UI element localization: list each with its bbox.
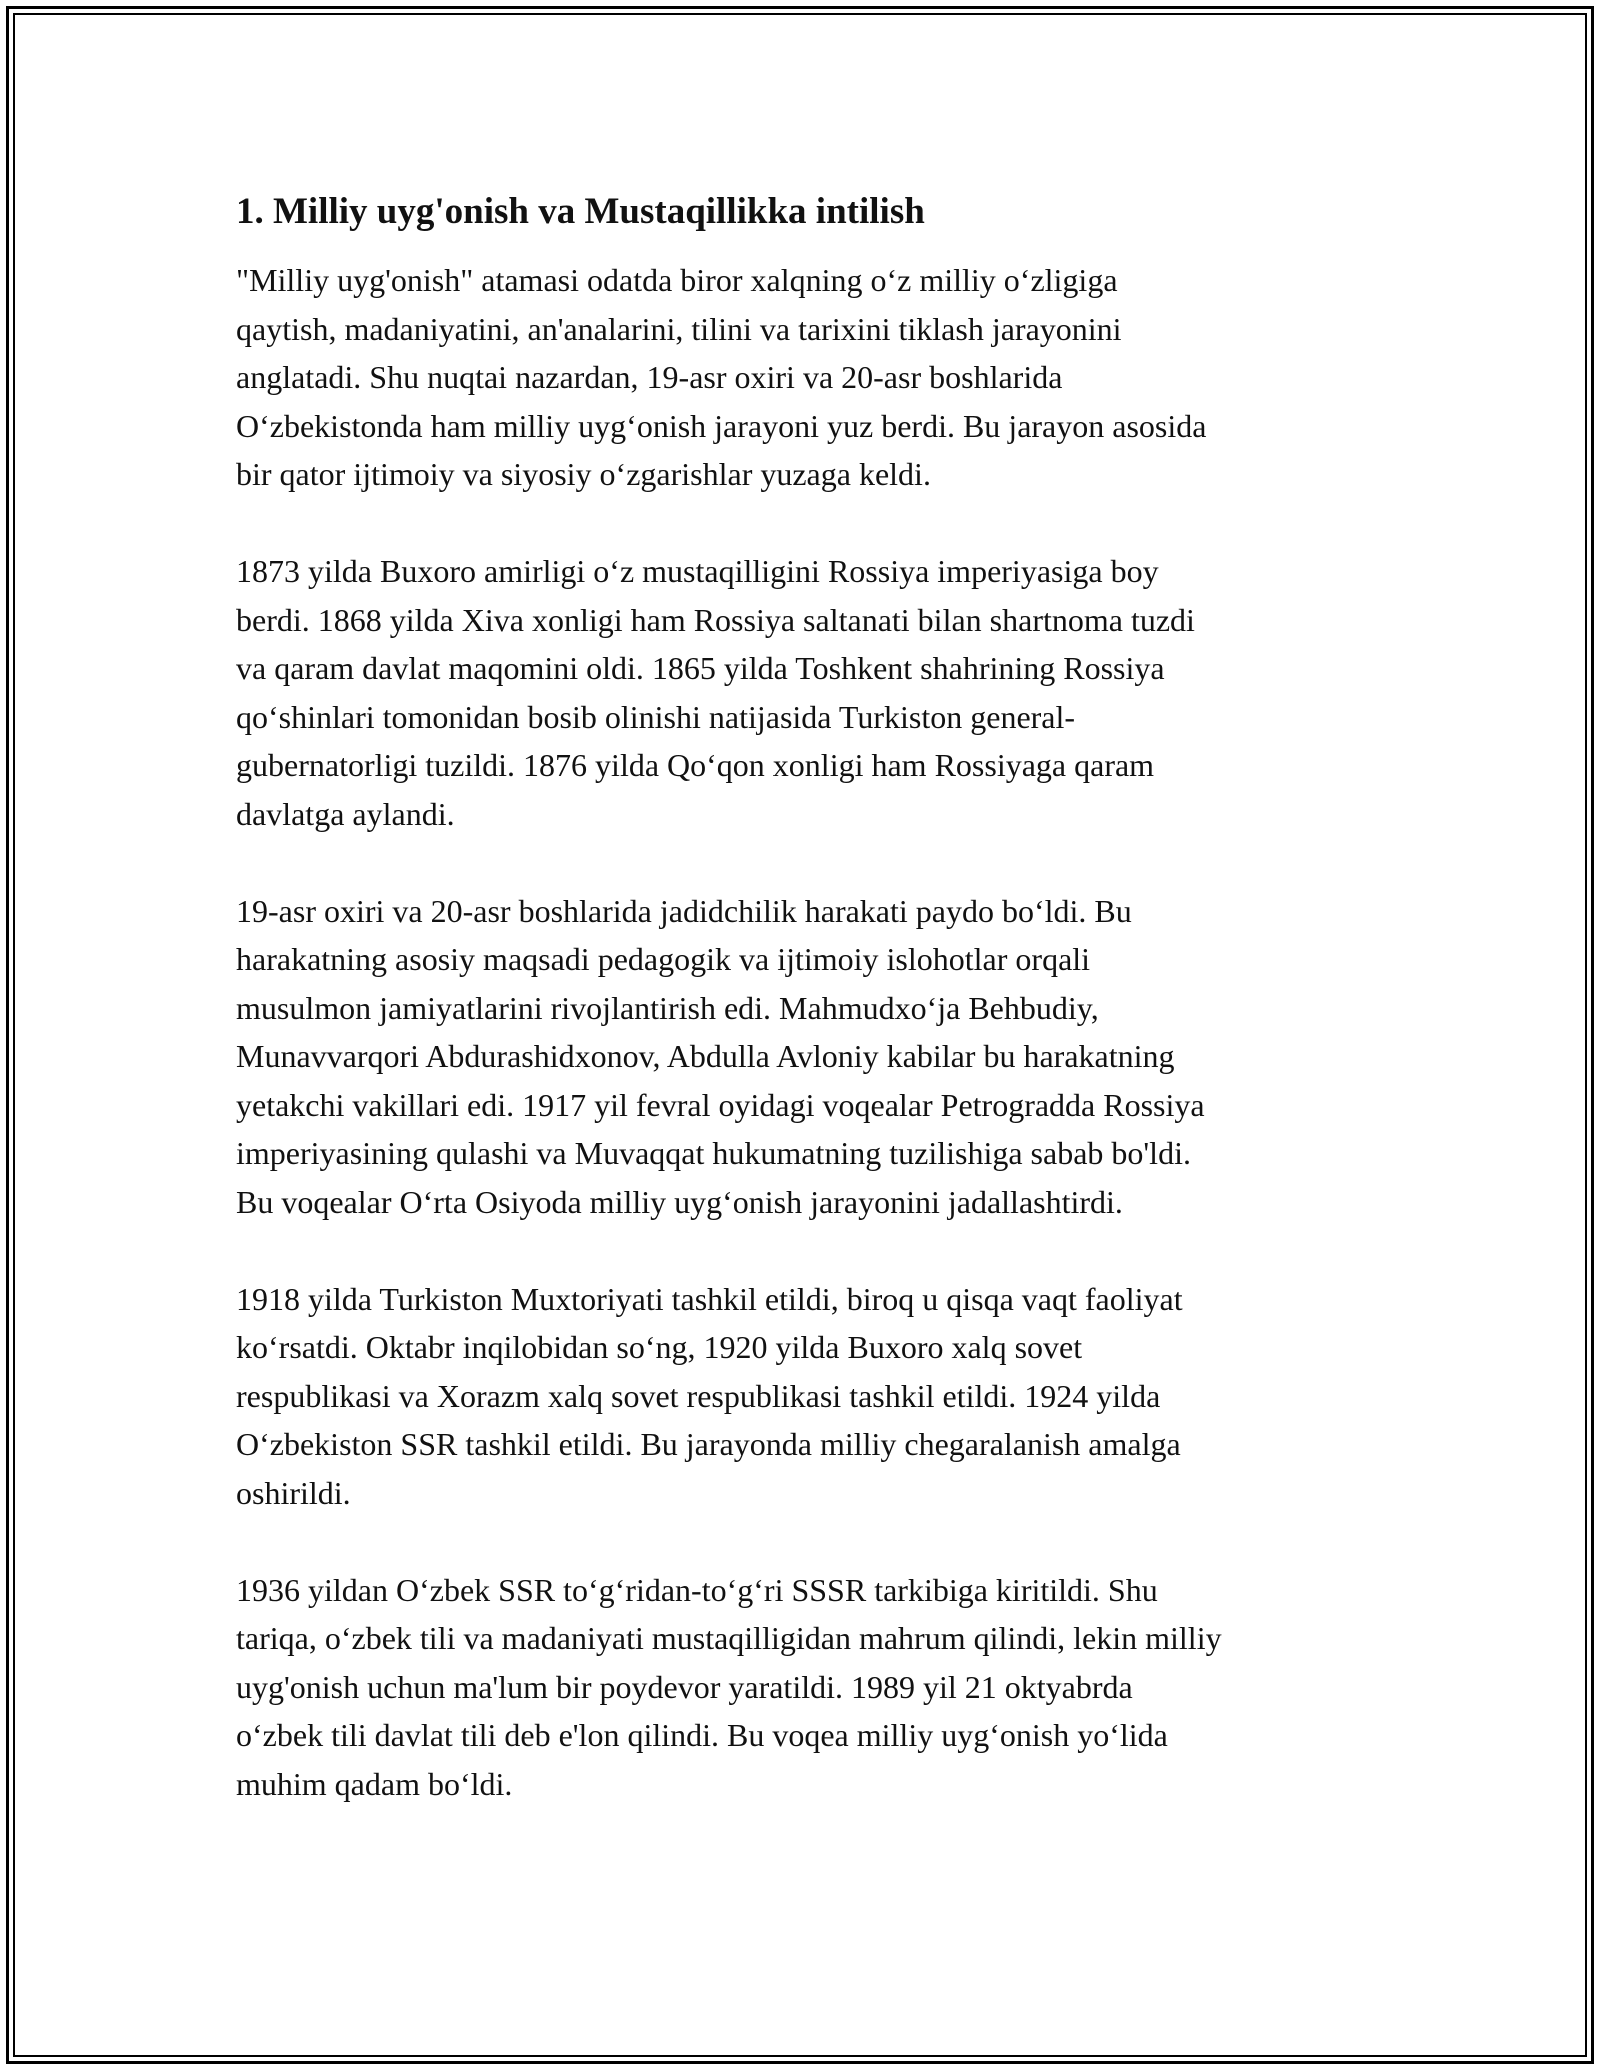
document-body: [236, 188, 1376, 1857]
paragraph-uzbek-ssr: 1936 yildan Oʻzbek SSR toʻgʻridan-toʻgʻri SSSR tarkibiga kiritildi. Shu tariqa, oʻzbek tili va madaniyati mustaqilligidan mahrum qilindi, lekin milliy uyg'onish uchun ma'lum bir poydevor yaratildi. 1989 yil 21 oktyabrda oʻzbek tili davlat tili deb e'lon qilindi. Bu voqea milliy uygʻonish yoʻlida muhim qadam boʻldi.: [236, 1571, 1222, 1802]
paragraph-milliy-uygonish: "Milliy uyg'onish" atamasi odatda biror xalqning oʻz milliy oʻzligiga qaytish, madaniyatini, an'analarini, tilini va tarixini tiklash jarayonini anglatadi. Shu nuqtai nazardan, 19-asr oxiri va 20-asr boshlarida Oʻzbekistonda ham milliy uygʻonish jarayoni yuz berdi. Bu jarayon asosida bir qator ijtimoiy va siyosiy oʻzgarishlar yuzaga keldi.: [236, 262, 1207, 492]
section-title: 1. Milliy uyg'onish va Mustaqillikka intilish: [236, 191, 925, 232]
paragraph-jadidism: 19-asr oxiri va 20-asr boshlarida jadidchilik harakati paydo boʻldi. Bu harakatning asosiy maqsadi pedagogik va ijtimoiy islohotlar orqali musulmon jamiyatlarini rivojlantirish edi. Mahmudxoʻja Behbudiy, Munavvarqori Abdurashidxonov, Abdulla Avloniy kabilar bu harakatning yetakchi vakillari edi. 1917 yil fevral oyidagi voqealar Petrogradda Rossiya imperiyasining qulashi va Muvaqqat hukumatning tuzilishiga sabab bo'ldi. Bu voqealar Oʻrta Osiyoda milliy uygʻonish jarayonini jadallashtirdi.: [236, 892, 1205, 1220]
paragraph-russian-conquest: 1873 yilda Buxoro amirligi oʻz mustaqilligini Rossiya imperiyasiga boy berdi. 1868 yilda Xiva xonligi ham Rossiya saltanati bilan shartnoma tuzdi va qaram davlat maqomini oldi. 1865 yilda Toshkent shahrining Rossiya qoʻshinlari tomonidan bosib olinishi natijasida Turkiston general- gubernatorligi tuzildi. 1876 yilda Qoʻqon xonligi ham Rossiyaga qaram davlatga aylandi.: [236, 553, 1195, 832]
paragraph-soviet-republics: 1918 yilda Turkiston Muxtoriyati tashkil etildi, biroq u qisqa vaqt faoliyat koʻrsatdi. Oktabr inqilobidan soʻng, 1920 yilda Buxoro xalq sovet respublikasi va Xorazm xalq sovet respublikasi tashkil etildi. 1924 yilda Oʻzbekiston SSR tashkil etildi. Bu jarayonda milliy chegaralanish amalga oshirildi.: [236, 1280, 1183, 1511]
